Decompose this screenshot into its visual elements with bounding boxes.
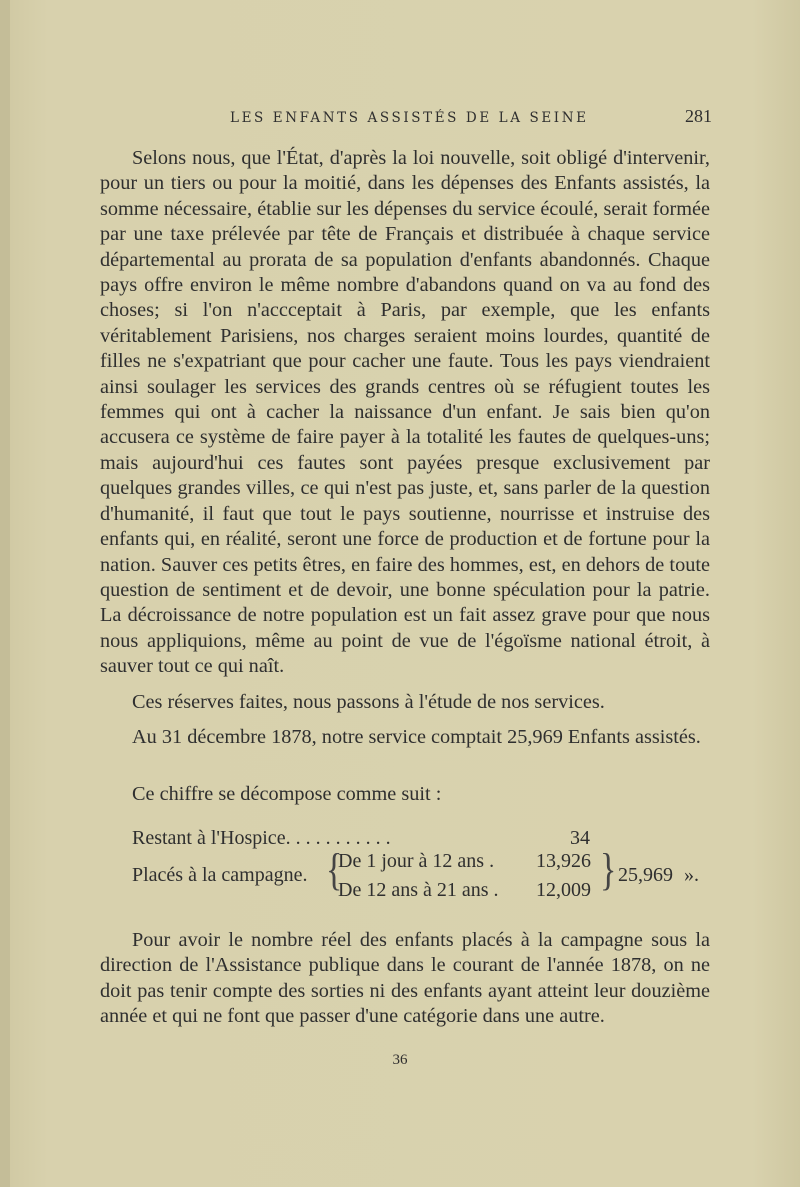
- hospice-value: 34: [570, 826, 590, 849]
- breakdown-table: [100, 826, 710, 918]
- right-brace: }: [600, 845, 617, 896]
- body-text: [100, 146, 710, 1029]
- breakdown-intro: Ce chiffre se décompose comme suit :: [132, 783, 442, 806]
- age-row-1-value: 13,926: [536, 849, 591, 872]
- running-head: LES ENFANTS ASSISTÉS DE LA SEINE: [230, 110, 589, 126]
- age-row-2-label: De 12 ans à 21 ans .: [338, 878, 499, 901]
- page-number: 281: [685, 106, 712, 126]
- age-row-2-value: 12,009: [536, 878, 591, 901]
- paragraph: Selons nous, que l'État, d'après la loi nouvelle, soit obligé d'intervenir, pour un tiers ou pour la moitié, dans les dépenses des Enfants assistés, la somme nécessaire, établie sur les dépenses du service écoulé, serait formée par une taxe prélevée par tête de Français et distribuée à chaque service départemental au prorata de sa population d'enfants abandonnés. Chaque pays offre environ le même nombre d'abandons quand on va au fond des choses; si l'on n'accceptait à Paris, par exemple, que les enfants véritablement Parisiens, nos charges seraient moins lourdes, quantité de filles ne s'expatriant que pour cacher une faute. Tous les pays viendraient ainsi soulager les services des grands centres où se réfugient toutes les femmes qui ont à cacher la naissance d'un enfant. Je sais bien qu'on accusera ce système de faire payer à la totalité les fautes de quelques-uns; mais aujourd'hui ces fautes sont payées presque exclusivement par quelques grandes villes, ce qui n'est pas juste, et, sans parler de la question d'humanité, il faut que tout le pays soutienne, nourrisse et instruise des enfants qui, en réalité, seront une force de production et de fortune pour la nation. Sauver ces petits êtres, en faire des hommes, est, en dehors de toute question de sentiment et de devoir, une bonne spéculation pour la patrie. La décroissance de notre population est un fait assez grave pour que nous nous appliquions, même au point de vue de l'égoïsme national étroit, à sauver tout ce qui naît.: [100, 147, 710, 678]
- paragraph: Au 31 décembre 1878, notre service comptait 25,969 Enfants assistés.: [132, 725, 701, 748]
- page-edge: [0, 0, 10, 1187]
- age-row-1-label: De 1 jour à 12 ans .: [338, 849, 495, 872]
- page-header: [100, 106, 712, 130]
- closing-paragraph: Pour avoir le nombre réel des enfants placés à la campagne sous la direction de l'Assistance publique dans le courant de l'année 1878, on ne doit pas tenir compte des sorties ni des enfants ayant atteint leur douzième année et qui ne font que passer d'une catégorie dans une autre.: [100, 928, 710, 1027]
- paragraph: Ces réserves faites, nous passons à l'étude de nos services.: [132, 690, 605, 713]
- left-brace: {: [326, 845, 343, 896]
- campagne-label: Placés à la campagne.: [132, 863, 308, 886]
- hospice-label: Restant à l'Hospice. . . . . . . . . . .: [132, 826, 391, 849]
- total-value: 25,969: [618, 863, 673, 886]
- signature-mark: 36: [392, 1052, 408, 1068]
- total-mark: ».: [684, 863, 699, 886]
